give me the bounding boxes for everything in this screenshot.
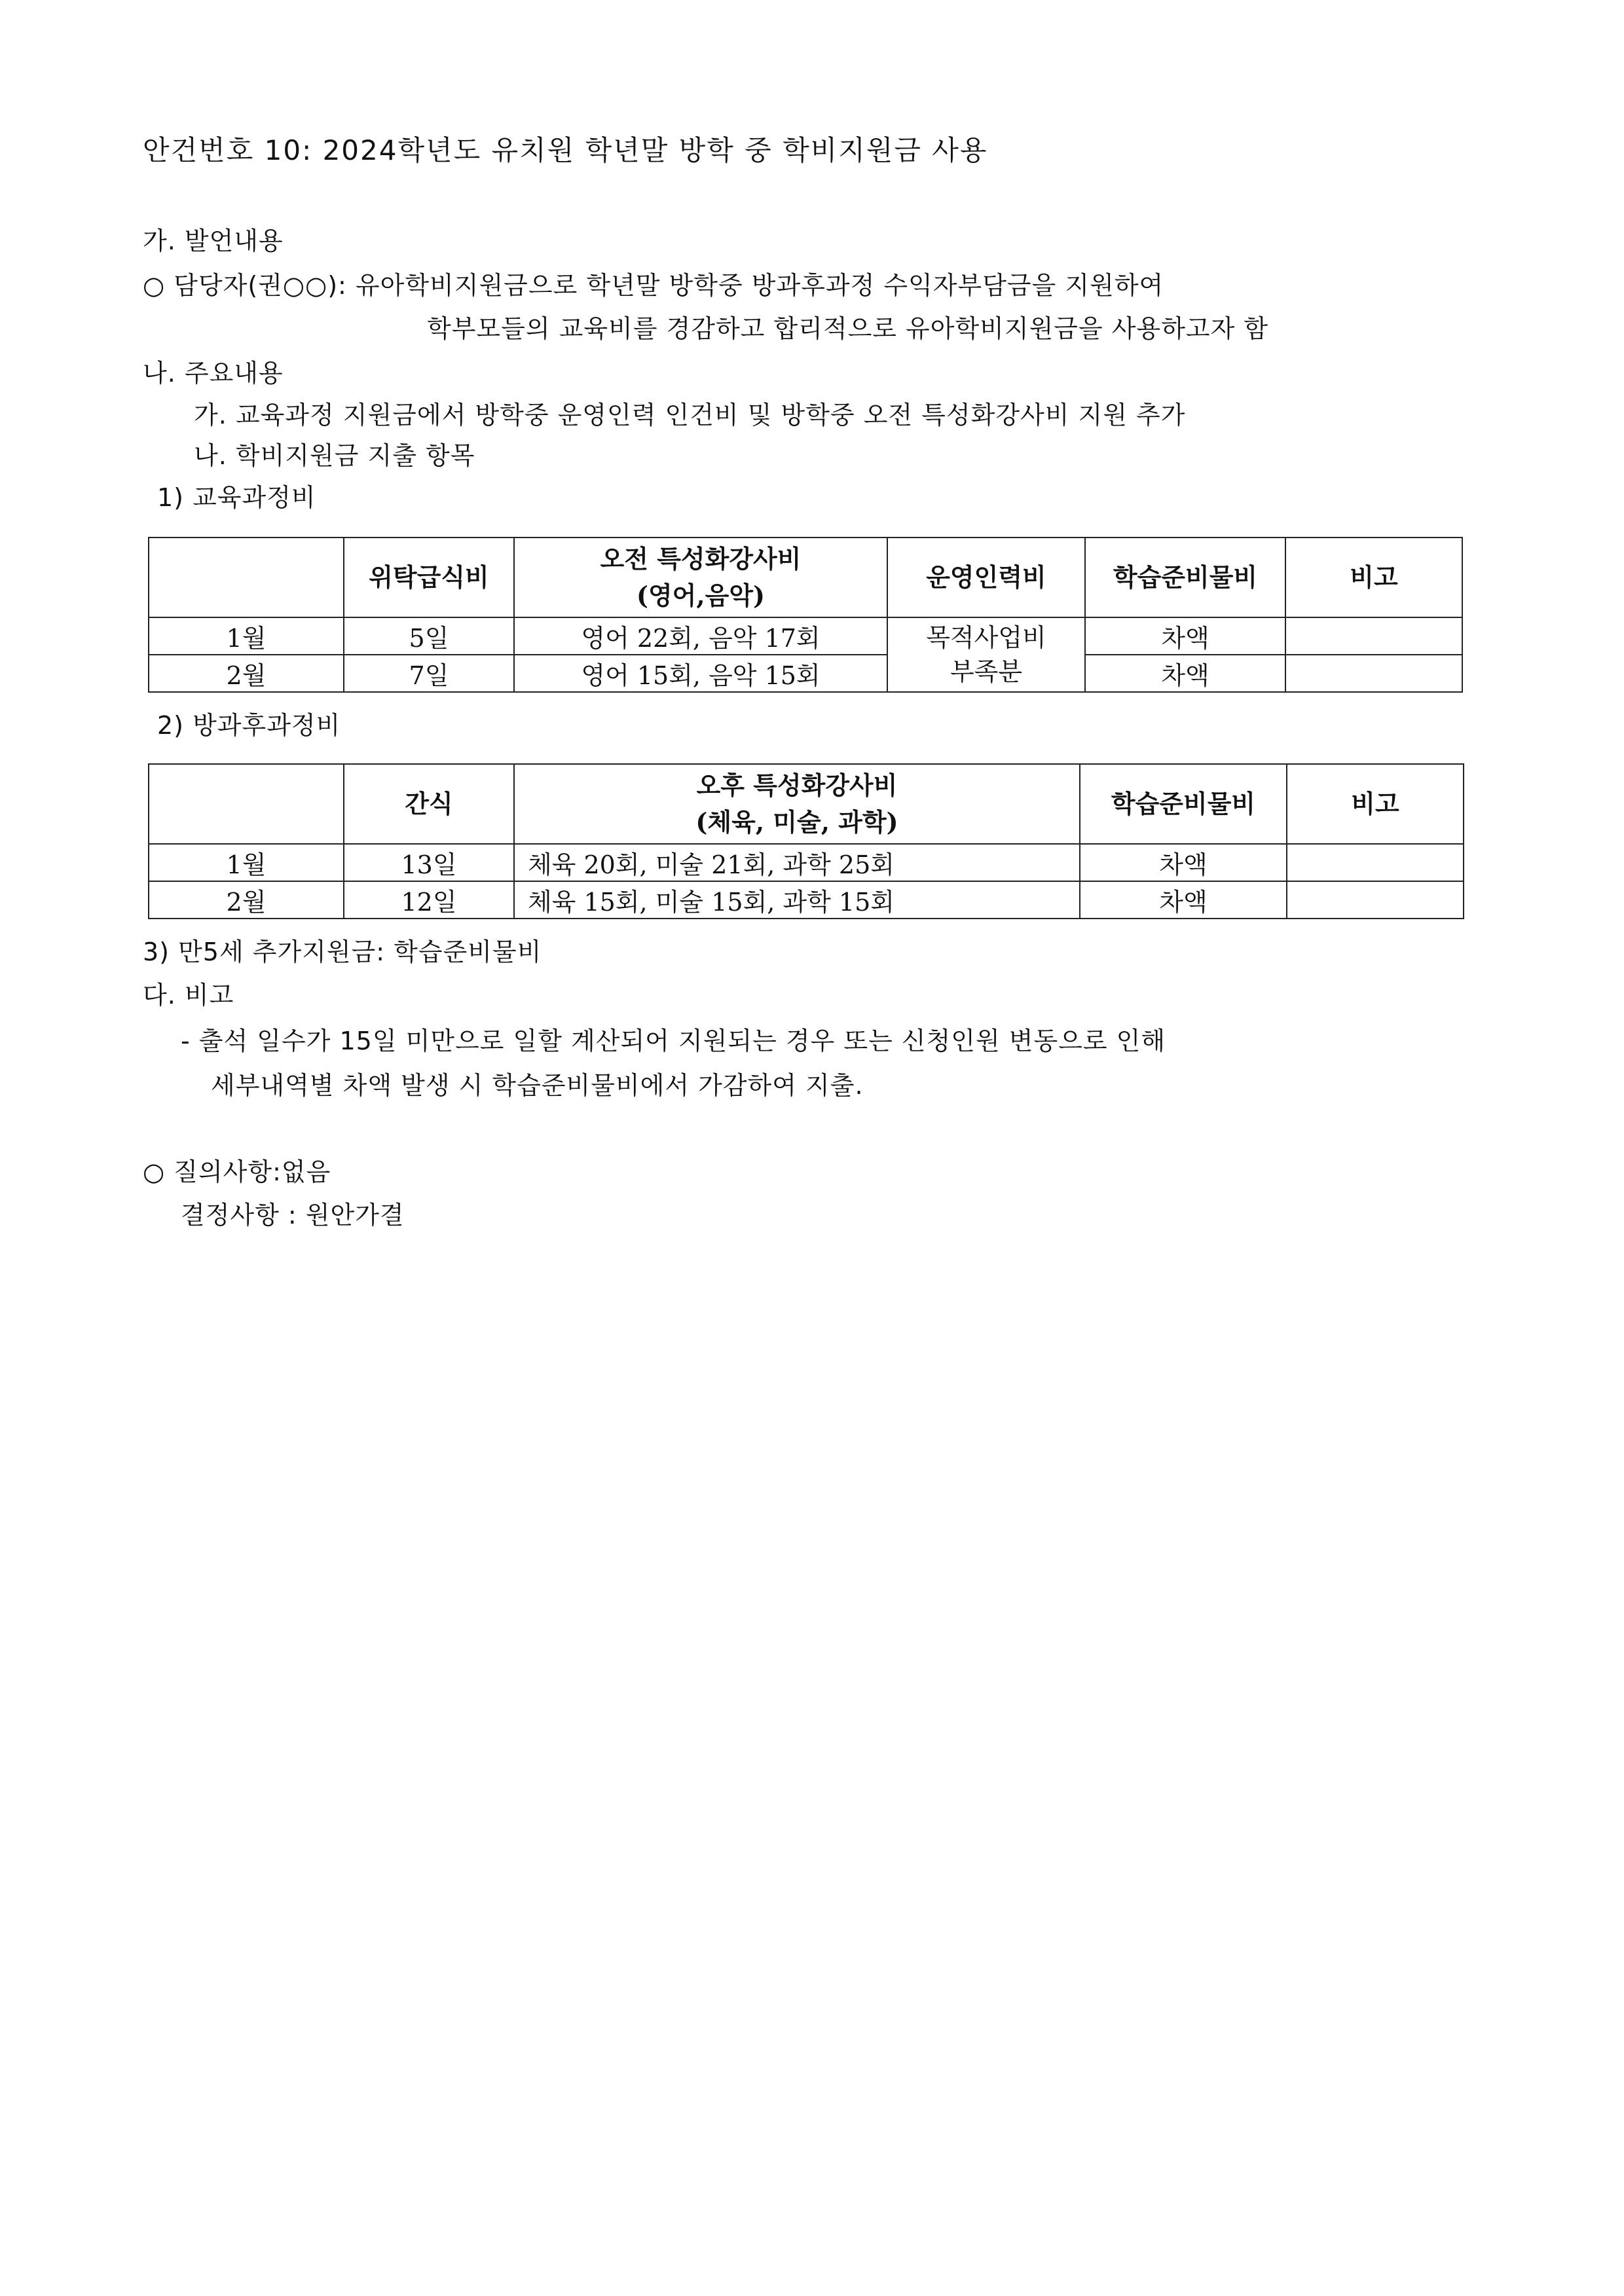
supplies-cell: 차액 [1085, 617, 1285, 655]
remarks-cell [1287, 844, 1464, 881]
table-row [149, 844, 1464, 881]
header-meal: 위탁급식비 [344, 538, 514, 617]
remarks-cell [1287, 881, 1464, 919]
header-afternoon-lecture-line2: (체육, 미술, 과학) [695, 807, 898, 837]
lecture-count-cell: 체육 15회, 미술 15회, 과학 15회 [514, 881, 1080, 919]
table2-label: 2) 방과후과정비 [157, 711, 341, 740]
supplies-cell: 차액 [1080, 844, 1287, 881]
agenda-title: 안건번호 10: 2024학년도 유치원 학년말 방학 중 학비지원금 사용 [143, 134, 988, 166]
remarks-cell [1285, 617, 1462, 655]
header-supplies: 학습준비물비 [1085, 538, 1285, 617]
table-row [149, 617, 1462, 655]
questions-line: ○ 질의사항:없음 [143, 1157, 331, 1186]
education-cost-table [148, 537, 1463, 693]
meal-days-cell: 7일 [344, 655, 514, 692]
staff-funding-line1: 목적사업비 [926, 623, 1046, 652]
table1-label: 1) 교육과정비 [157, 483, 316, 512]
month-cell: 1월 [149, 844, 344, 881]
meal-days-cell: 5일 [344, 617, 514, 655]
section-na-item1: 가. 교육과정 지원금에서 방학중 운영인력 인건비 및 방학중 오전 특성화강사비 지원 추가 [194, 401, 1186, 429]
header-afternoon-lecture-line1: 오후 특성화강사비 [696, 771, 898, 800]
section-da-line1: - 출석 일수가 15일 미만으로 일할 계산되어 지원되는 경우 또는 신청인원 변동으로 인해 [181, 1027, 1166, 1055]
header-blank-cell [149, 538, 344, 617]
section-ga-line2: 학부모들의 교육비를 경감하고 합리적으로 유아학비지원금을 사용하고자 함 [427, 314, 1269, 343]
section-da-heading: 다. 비고 [143, 981, 234, 1010]
table-row [149, 881, 1464, 919]
lecture-count-cell: 체육 20회, 미술 21회, 과학 25회 [514, 844, 1080, 881]
supplies-cell: 차액 [1085, 655, 1285, 692]
section-ga-line1: ○ 담당자(권○○): 유아학비지원금으로 학년말 방학중 방과후과정 수익자부담금을 지원하여 [143, 271, 1164, 300]
section-ga-heading: 가. 발언내용 [143, 227, 284, 255]
snack-days-cell: 12일 [344, 881, 514, 919]
table-header-row [149, 764, 1464, 844]
header-afternoon-lecture [514, 764, 1080, 844]
lecture-count-cell: 영어 15회, 음악 15회 [514, 655, 887, 692]
item3-extra-support: 3) 만5세 추가지원금: 학습준비물비 [143, 938, 542, 966]
afterschool-cost-table [148, 763, 1464, 919]
header-staff: 운영인력비 [887, 538, 1085, 617]
table-header-row [149, 538, 1462, 617]
supplies-cell: 차액 [1080, 881, 1287, 919]
header-morning-lecture-line1: 오전 특성화강사비 [600, 544, 802, 574]
header-remarks: 비고 [1285, 538, 1462, 617]
snack-days-cell: 13일 [344, 844, 514, 881]
header-morning-lecture-line2: (영어,음악) [636, 581, 766, 610]
staff-funding-line2: 부족분 [950, 657, 1023, 686]
decision-line: 결정사항 : 원안가결 [181, 1201, 405, 1230]
month-cell: 2월 [149, 655, 344, 692]
staff-funding-cell [887, 617, 1085, 692]
header-supplies: 학습준비물비 [1080, 764, 1287, 844]
section-na-item2: 나. 학비지원금 지출 항목 [194, 441, 475, 470]
section-da-line2: 세부내역별 차액 발생 시 학습준비물비에서 가감하여 지출. [211, 1071, 864, 1100]
section-na-heading: 나. 주요내용 [143, 359, 284, 388]
header-blank-cell [149, 764, 344, 844]
header-morning-lecture [514, 538, 887, 617]
month-cell: 1월 [149, 617, 344, 655]
month-cell: 2월 [149, 881, 344, 919]
remarks-cell [1285, 655, 1462, 692]
table-row [149, 655, 1462, 692]
header-snack: 간식 [344, 764, 514, 844]
lecture-count-cell: 영어 22회, 음악 17회 [514, 617, 887, 655]
header-remarks: 비고 [1287, 764, 1464, 844]
